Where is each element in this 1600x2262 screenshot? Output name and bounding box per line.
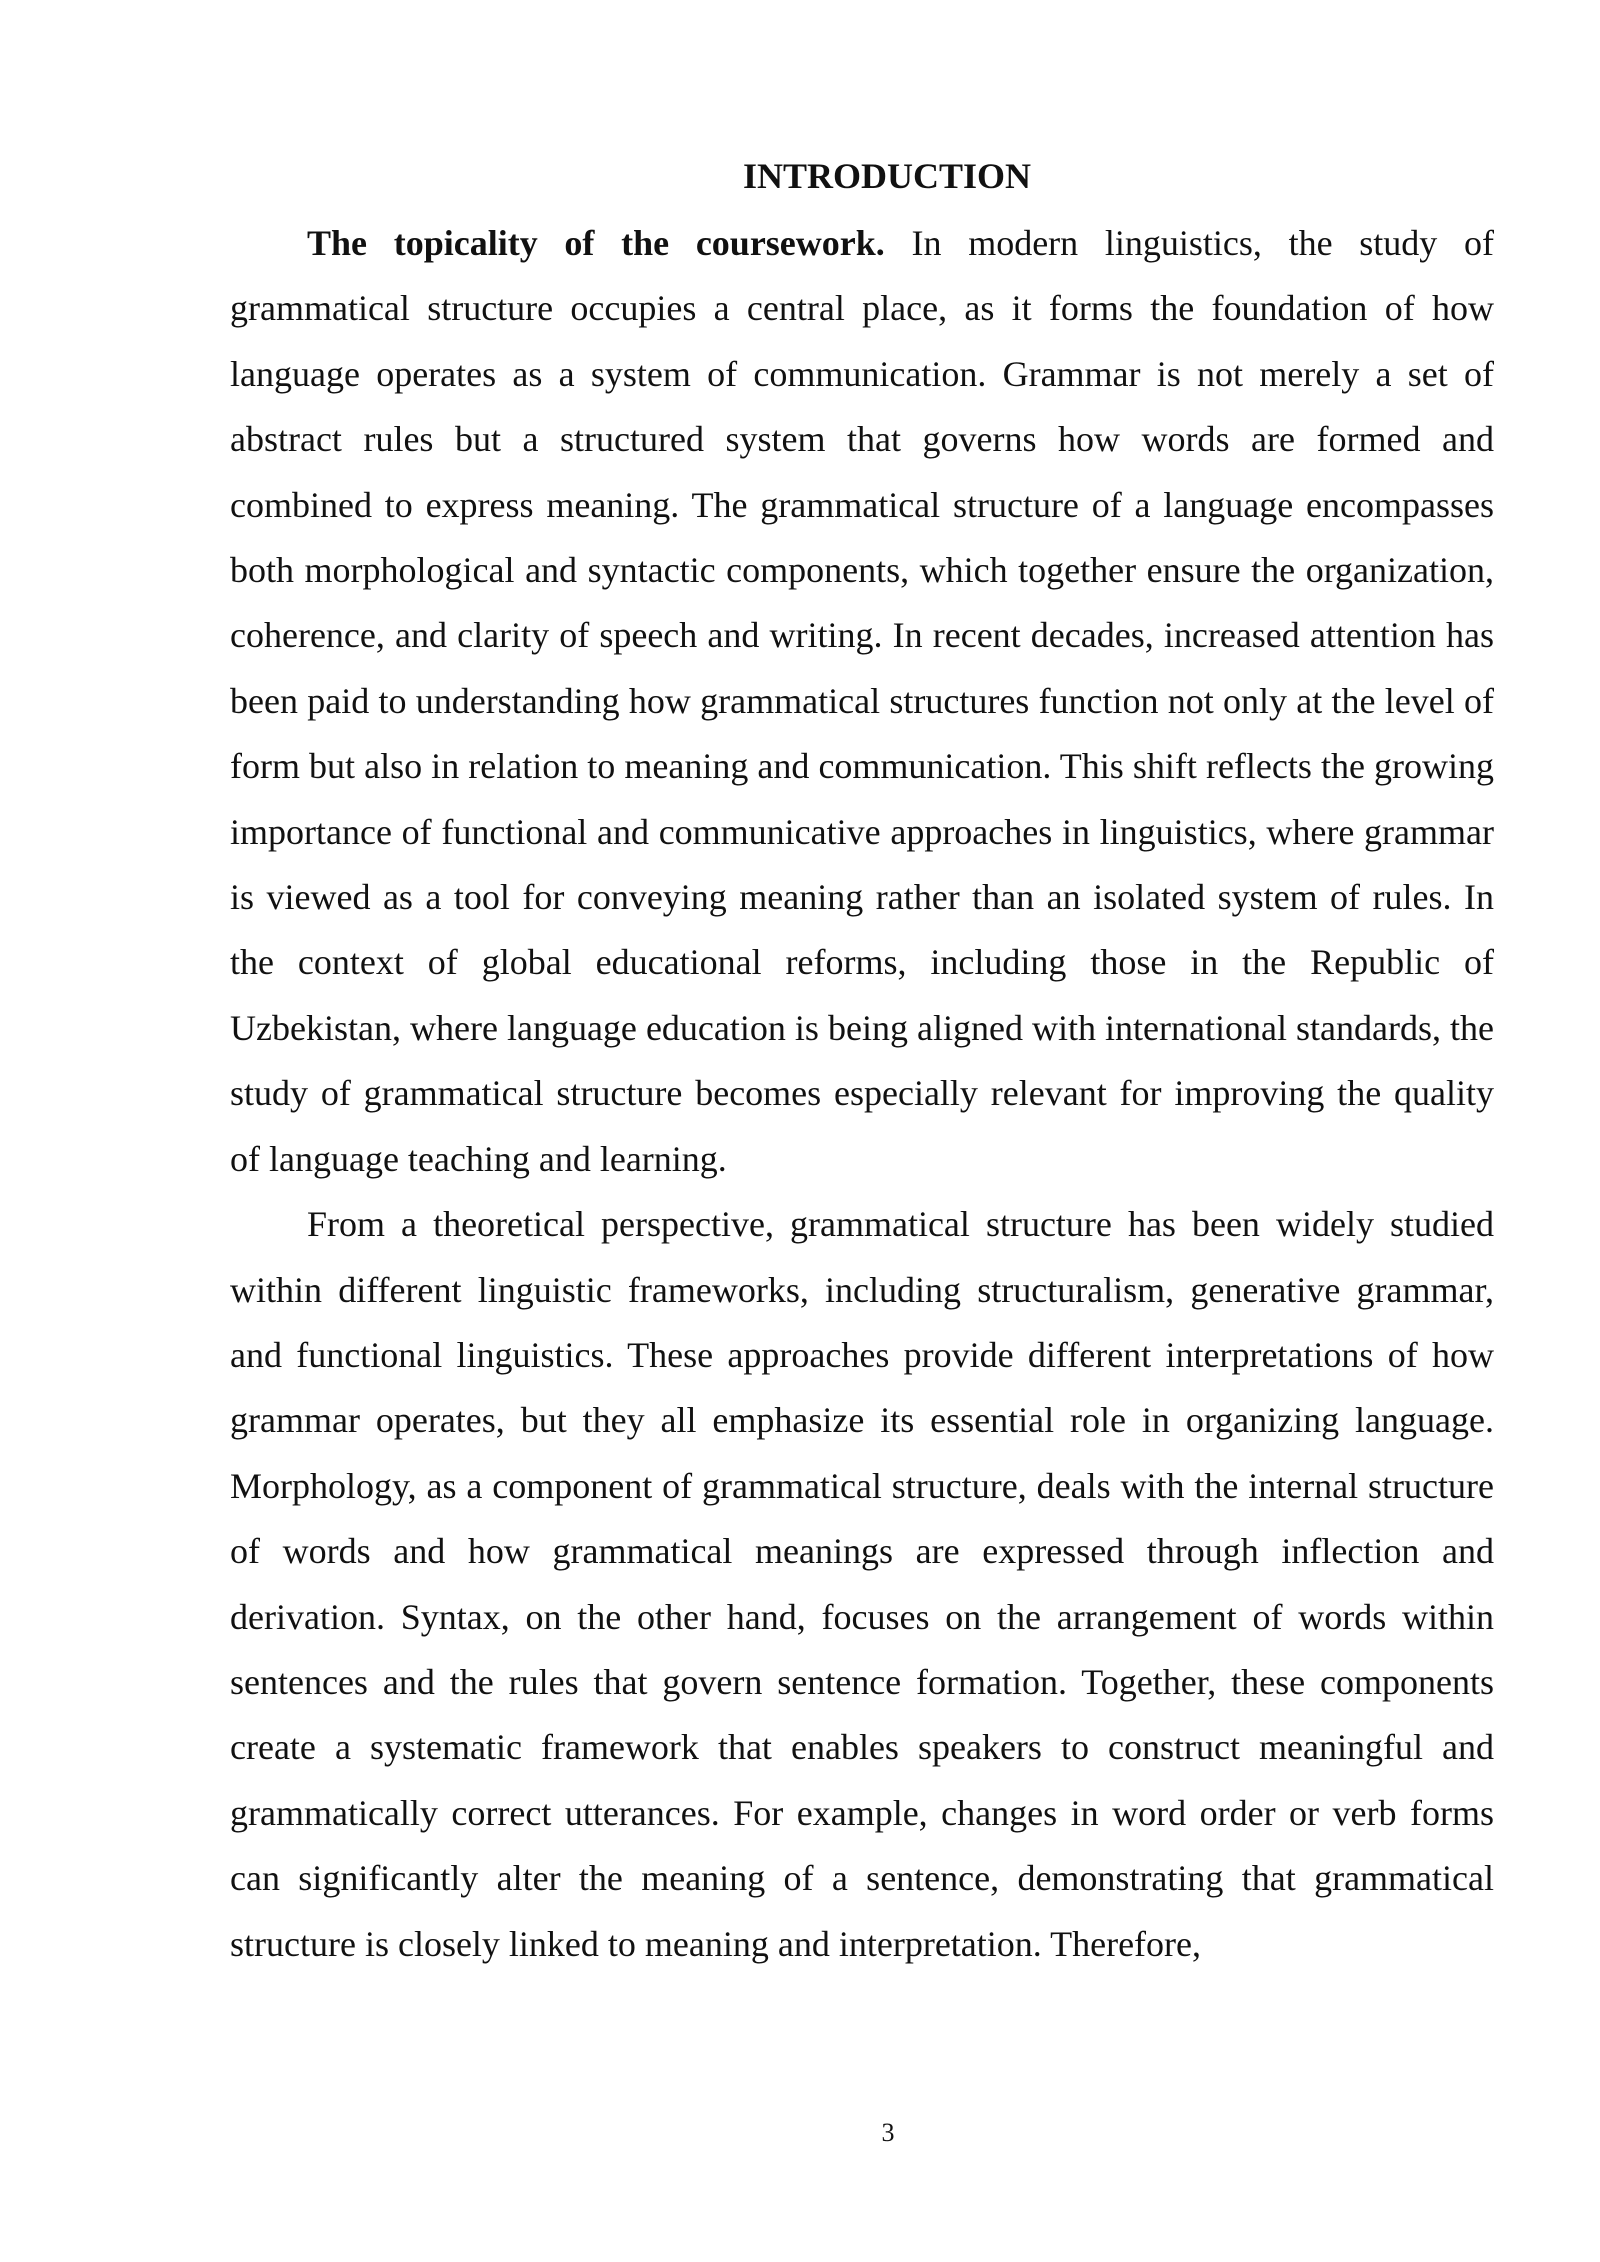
paragraph-text: From a theoretical perspective, grammatical structure has been widely studied within different linguistic frameworks, including structuralism, generative grammar, and functional linguistics. These approaches provide different interpretations of how grammar operates, but they all emphasize its essential role in organizing language. Morphology, as a component of grammatical structure, deals with the internal structure of words and how grammatical meanings are expressed through inflection and derivation. Syntax, on the other hand, focuses on the arrangement of words within sentences and the rules that govern sentence formation. Together, these components create a systematic framework that enables speakers to construct meaningful and grammatically correct utterances. For example, changes in word order or verb forms can significantly alter the meaning of a sentence, demonstrating that grammatical structure is closely linked to meaning and interpretation. Therefore, — [230, 1204, 1494, 1964]
paragraph-text: In modern linguistics, the study of grammatical structure occupies a central place, as it forms the foundation of how language operates as a system of communication. Grammar is not merely a set of abstract rules but a structured system that governs how words are formed and combined to express meaning. The grammatical structure of a language encompasses both morphological and syntactic components, which together ensure the organization, coherence, and clarity of speech and writing. In recent decades, increased attention has been paid to understanding how grammatical structures function not only at the level of form but also in relation to meaning and communication. This shift reflects the growing importance of functional and communicative approaches in linguistics, where grammar is viewed as a tool for conveying meaning rather than an isolated system of rules. In the context of global educational reforms, including those in the Republic of Uzbekistan, where language education is being aligned with international standards, the study of grammatical structure becomes especially relevant for improving the quality of language teaching and learning. — [230, 223, 1494, 1179]
paragraph-lead: The topicality of the coursework. — [307, 223, 885, 263]
paragraph-topicality — [230, 211, 1494, 1192]
page-body — [230, 146, 1494, 1977]
page-number: 3 — [881, 2118, 895, 2147]
paragraph-theoretical-perspective — [230, 1192, 1494, 1977]
section-heading: INTRODUCTION — [742, 156, 1032, 196]
